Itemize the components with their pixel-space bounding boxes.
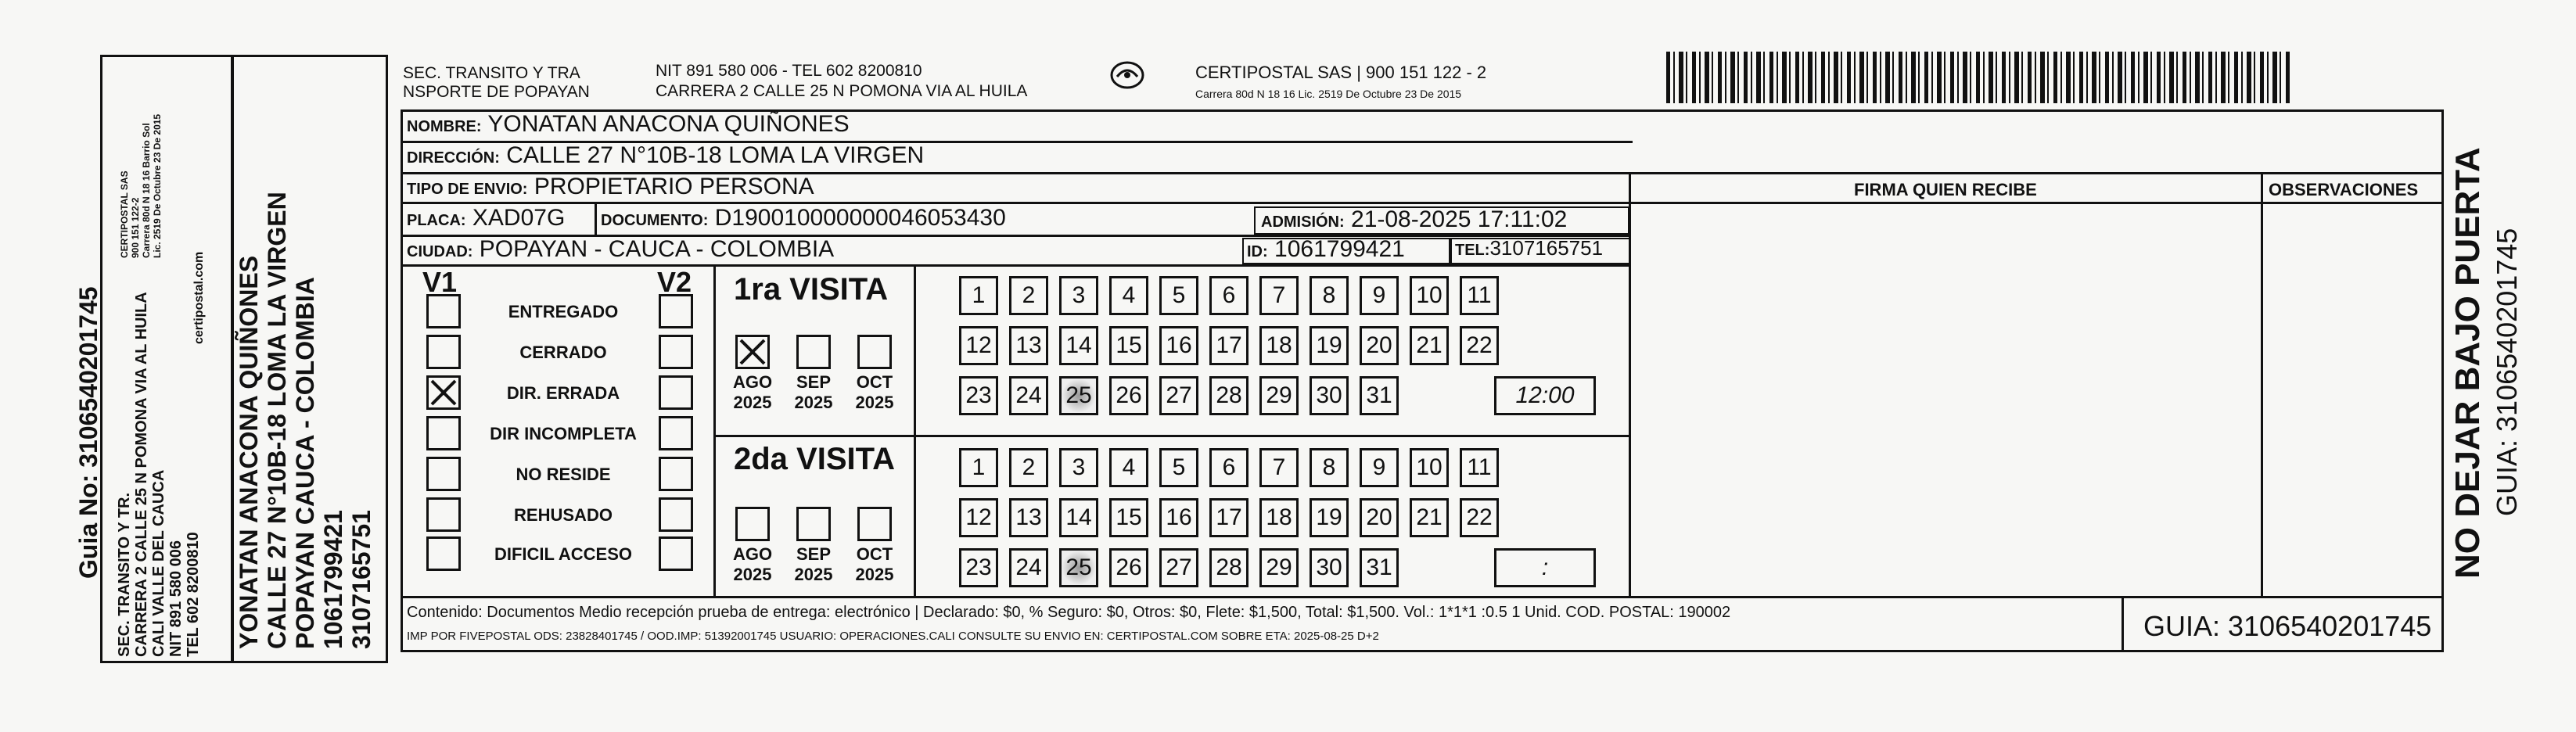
visit-month-label: AGO 2025	[732, 544, 773, 584]
visit-day-5[interactable]: 5	[1159, 276, 1198, 315]
visit-day-18[interactable]: 18	[1259, 326, 1299, 365]
visit-day-3[interactable]: 3	[1059, 448, 1098, 487]
visit-month-label: OCT 2025	[855, 372, 894, 412]
visit-day-21[interactable]: 21	[1410, 498, 1449, 537]
visit-day-11[interactable]: 11	[1460, 276, 1499, 315]
visit-month-label: OCT 2025	[855, 544, 894, 584]
visit-month-checkbox[interactable]	[857, 507, 892, 541]
visit-day-2[interactable]: 2	[1009, 276, 1048, 315]
guia-no-vertical: Guia No: 3106540201745	[74, 286, 102, 579]
visit-day-6[interactable]: 6	[1209, 276, 1248, 315]
visit-day-11[interactable]: 11	[1460, 448, 1499, 487]
visit-day-28[interactable]: 28	[1209, 548, 1248, 587]
visit-day-25[interactable]: 25	[1059, 376, 1098, 415]
observaciones-label: OBSERVACIONES	[2269, 180, 2419, 199]
ciudad-field: CIUDAD: POPAYAN - CAUCA - COLOMBIA	[407, 236, 835, 262]
status-v1-checkbox[interactable]	[426, 416, 461, 450]
direccion-field: DIRECCIÓN: CALLE 27 N°10B-18 LOMA LA VIRGEN	[407, 142, 925, 168]
visit-day-24[interactable]: 24	[1009, 548, 1048, 587]
status-v2-checkbox[interactable]	[659, 335, 693, 369]
visit-day-29[interactable]: 29	[1259, 548, 1299, 587]
visit-day-21[interactable]: 21	[1410, 326, 1449, 365]
visit-day-12[interactable]: 12	[959, 498, 998, 537]
visit-day-2[interactable]: 2	[1009, 448, 1048, 487]
visit1-title: 1ra VISITA	[734, 272, 889, 307]
status-v2-checkbox[interactable]	[659, 457, 693, 491]
visit-day-23[interactable]: 23	[959, 548, 998, 587]
v2-label: V2	[657, 266, 692, 298]
visit-month-label: AGO 2025	[732, 372, 773, 412]
tel-field: TEL:3107165751	[1455, 236, 1604, 260]
visit-day-15[interactable]: 15	[1109, 498, 1148, 537]
header-company: CERTIPOSTAL SAS | 900 151 122 - 2 Carrera 80d N 18 16 Lic. 2519 De Octubre 23 De 2015	[1195, 63, 1487, 100]
nombre-field: NOMBRE: YONATAN ANACONA QUIÑONES	[407, 111, 850, 137]
placa-field: PLACA: XAD07G	[407, 205, 566, 231]
status-v2-checkbox[interactable]	[659, 416, 693, 450]
admision-field: ADMISIÓN: 21-08-2025 17:11:02	[1261, 206, 1568, 232]
status-label: NO RESIDE	[516, 465, 611, 484]
visit-day-19[interactable]: 19	[1310, 498, 1349, 537]
visit-day-12[interactable]: 12	[959, 326, 998, 365]
certipostal-logo-icon	[1109, 59, 1145, 95]
visit-day-15[interactable]: 15	[1109, 326, 1148, 365]
status-v2-checkbox[interactable]	[659, 536, 693, 571]
visit-month-checkbox[interactable]	[796, 335, 831, 369]
visit-day-20[interactable]: 20	[1360, 498, 1399, 537]
visit-day-25[interactable]: 25	[1059, 548, 1098, 587]
visit-day-1[interactable]: 1	[959, 276, 998, 315]
visit-day-9[interactable]: 9	[1360, 448, 1399, 487]
stub-recipient: YONATAN ANACONA QUIÑONES CALLE 27 N°10B-18 LOMA LA VIRGEN POPAYAN CAUCA - COLOMBIA 1061799421 3107165751	[235, 192, 375, 649]
visit-day-14[interactable]: 14	[1059, 326, 1098, 365]
visit-day-8[interactable]: 8	[1310, 448, 1349, 487]
visit-day-3[interactable]: 3	[1059, 276, 1098, 315]
visit-month-checkbox[interactable]	[796, 507, 831, 541]
visit-day-26[interactable]: 26	[1109, 376, 1148, 415]
visit-month-label: SEP 2025	[794, 544, 833, 584]
guia-side: GUIA: 3106540201745	[2491, 228, 2523, 516]
status-v2-checkbox[interactable]	[659, 294, 693, 328]
visit-day-28[interactable]: 28	[1209, 376, 1248, 415]
footer-guia: GUIA: 3106540201745	[2143, 610, 2432, 642]
status-label: ENTREGADO	[508, 302, 619, 321]
visit-day-8[interactable]: 8	[1310, 276, 1349, 315]
status-v1-checkbox[interactable]	[426, 457, 461, 491]
visit-day-16[interactable]: 16	[1159, 498, 1198, 537]
visit-day-16[interactable]: 16	[1159, 326, 1198, 365]
stub-website: certipostal.com	[192, 251, 206, 344]
status-label: DIR INCOMPLETA	[490, 424, 637, 443]
status-v2-checkbox[interactable]	[659, 497, 693, 532]
visit-day-20[interactable]: 20	[1360, 326, 1399, 365]
visit-day-24[interactable]: 24	[1009, 376, 1048, 415]
visit-day-29[interactable]: 29	[1259, 376, 1299, 415]
status-label: REHUSADO	[514, 505, 613, 525]
visit-day-4[interactable]: 4	[1109, 448, 1148, 487]
status-v1-checkbox[interactable]	[426, 536, 461, 571]
visit-day-7[interactable]: 7	[1259, 276, 1299, 315]
visit-day-22[interactable]: 22	[1460, 498, 1499, 537]
status-label: DIR. ERRADA	[506, 383, 620, 403]
footer-imp: IMP POR FIVEPOSTAL ODS: 23828401745 / OOD.IMP: 51392001745 USUARIO: OPERACIONES.CALI CONSULTE SU ENVIO EN: CERTIPOSTAL.COM SOBRE ETA: 2025-08-25 D+2	[407, 630, 1379, 643]
visit-day-13[interactable]: 13	[1009, 498, 1048, 537]
visit-day-5[interactable]: 5	[1159, 448, 1198, 487]
visit-day-22[interactable]: 22	[1460, 326, 1499, 365]
id-field: ID: 1061799421	[1247, 236, 1405, 262]
status-v1-checkbox[interactable]	[426, 375, 461, 410]
visit-day-13[interactable]: 13	[1009, 326, 1048, 365]
visit-day-31[interactable]: 31	[1360, 376, 1399, 415]
header-sender-address: NIT 891 580 006 - TEL 602 8200810 CARRERA 2 CALLE 25 N POMONA VIA AL HUILA	[656, 62, 1028, 100]
visit-day-4[interactable]: 4	[1109, 276, 1148, 315]
status-label: DIFICIL ACCESO	[494, 544, 632, 564]
status-label: CERRADO	[519, 343, 607, 362]
visit-day-27[interactable]: 27	[1159, 376, 1198, 415]
documento-field: DOCUMENTO: D190010000000046053430	[601, 205, 1006, 231]
visit-day-1[interactable]: 1	[959, 448, 998, 487]
visit-day-7[interactable]: 7	[1259, 448, 1299, 487]
visit-day-18[interactable]: 18	[1259, 498, 1299, 537]
visit-time-box[interactable]: :	[1494, 548, 1596, 587]
visit-day-17[interactable]: 17	[1209, 326, 1248, 365]
visit-month-checkbox[interactable]	[735, 507, 770, 541]
v1-label: V1	[422, 266, 458, 298]
visit-day-10[interactable]: 10	[1410, 276, 1449, 315]
visit-day-6[interactable]: 6	[1209, 448, 1248, 487]
visit-day-9[interactable]: 9	[1360, 276, 1399, 315]
visit-day-17[interactable]: 17	[1209, 498, 1248, 537]
visit-day-14[interactable]: 14	[1059, 498, 1098, 537]
footer-contenido: Contenido: Documentos Medio recepción prueba de entrega: electrónico | Declarado: $0, % Seguro: $0, Otros: $0, Flete: $1,500, Total: $1,500. Vol.: 1*1*1 :0.5 1 Unid. COD. POSTAL: 190002	[407, 604, 1731, 621]
visit-day-27[interactable]: 27	[1159, 548, 1198, 587]
barcode	[1666, 52, 2292, 103]
visit-day-30[interactable]: 30	[1310, 548, 1349, 587]
header-sender: SEC. TRANSITO Y TRA NSPORTE DE POPAYAN	[403, 64, 590, 101]
visit-day-19[interactable]: 19	[1310, 326, 1349, 365]
visit-month-checkbox[interactable]	[857, 335, 892, 369]
visit2-title: 2da VISITA	[734, 442, 895, 476]
visit-time-box[interactable]: 12:00	[1494, 376, 1596, 415]
status-v1-checkbox[interactable]	[426, 335, 461, 369]
visit-month-label: SEP 2025	[794, 372, 833, 412]
tipo-envio-field: TIPO DE ENVIO: PROPIETARIO PERSONA	[407, 174, 814, 199]
visit-day-31[interactable]: 31	[1360, 548, 1399, 587]
status-v1-checkbox[interactable]	[426, 294, 461, 328]
visit-day-23[interactable]: 23	[959, 376, 998, 415]
stub-sender: SEC. TRANSITO Y TR. CARRERA 2 CALLE 25 N POMONA VIA AL HUILA CALI VALLE DEL CAUCA NIT 891 580 006 TEL 602 8200810	[116, 292, 202, 657]
no-dejar-bajo-puerta: NO DEJAR BAJO PUERTA	[2448, 147, 2487, 579]
status-v2-checkbox[interactable]	[659, 375, 693, 410]
firma-label: FIRMA QUIEN RECIBE	[1854, 180, 2037, 199]
visit-day-30[interactable]: 30	[1310, 376, 1349, 415]
visit-day-10[interactable]: 10	[1410, 448, 1449, 487]
stub-certipostal: CERTIPOSTAL SAS 900 151 122-2 Carrera 80d N 18 16 Barrio Sol Lic. 2519 De Octubre 23 De 2015	[119, 113, 163, 258]
visit-month-checkbox[interactable]	[735, 335, 770, 369]
status-v1-checkbox[interactable]	[426, 497, 461, 532]
visit-day-26[interactable]: 26	[1109, 548, 1148, 587]
